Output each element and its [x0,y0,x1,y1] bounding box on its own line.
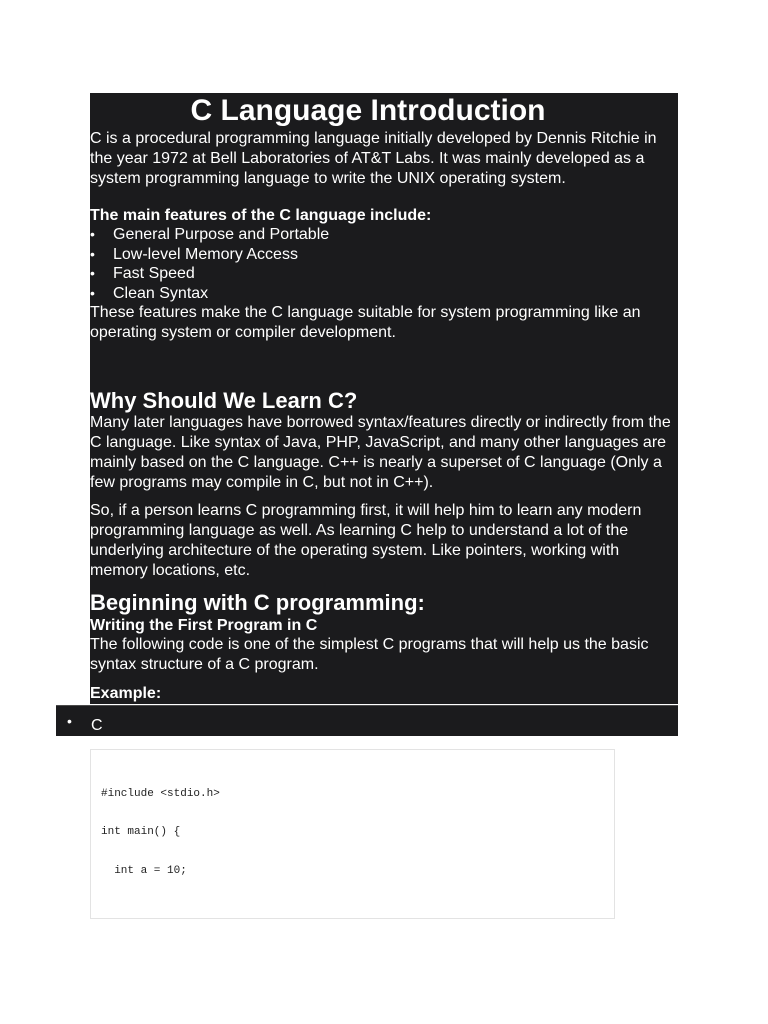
why-paragraph-2: So, if a person learns C programming first, it will help him to learn any modern programming language as well. As learning C help to understand a lot of the underlying architecture of the operating system. Like pointers, working with memory locations, etc. [90,502,642,579]
list-item: • Low-level Memory Access [90,245,329,265]
beginning-heading: Beginning with C programming: [90,590,425,615]
features-list [90,225,329,303]
article-content [90,93,678,704]
code-line: #include <stdio.h> [101,788,220,800]
tab-bullet-icon: • [67,713,72,729]
page-title: C Language Introduction [190,94,546,127]
why-heading: Why Should We Learn C? [90,388,358,413]
code-line: int a = 10; [101,865,187,877]
beginning-paragraph: The following code is one of the simplest C programs that will help us the basic syntax structure of a C program. [90,636,649,673]
example-label: Example: [90,685,162,702]
first-program-heading: Writing the First Program in C [90,617,318,634]
list-item: • General Purpose and Portable [90,225,329,245]
code-block [90,749,615,919]
code-language-tabs [56,705,678,736]
why-paragraph-1: Many later languages have borrowed syntax/features directly or indirectly from the C language. Like syntax of Java, PHP, JavaScript, and many other languages are mainly based on the C language. C++ is nearly a superset of C language (Only a few programs may compile in C, but not in C++). [90,414,671,491]
intro-paragraph: C is a procedural programming language initially developed by Dennis Ritchie in the year 1972 at Bell Laboratories of AT&T Labs. It was mainly developed as a system programming language to write the UNIX operating system. [90,130,657,187]
code-line: int main() { [101,826,181,838]
tab-c[interactable]: C [91,717,103,734]
features-conclusion: These features make the C language suitable for system programming like an operating system or compiler development. [90,304,641,341]
features-heading: The main features of the C language include: [90,207,432,224]
list-item: • Fast Speed [90,264,329,284]
list-item: • Clean Syntax [90,284,329,304]
